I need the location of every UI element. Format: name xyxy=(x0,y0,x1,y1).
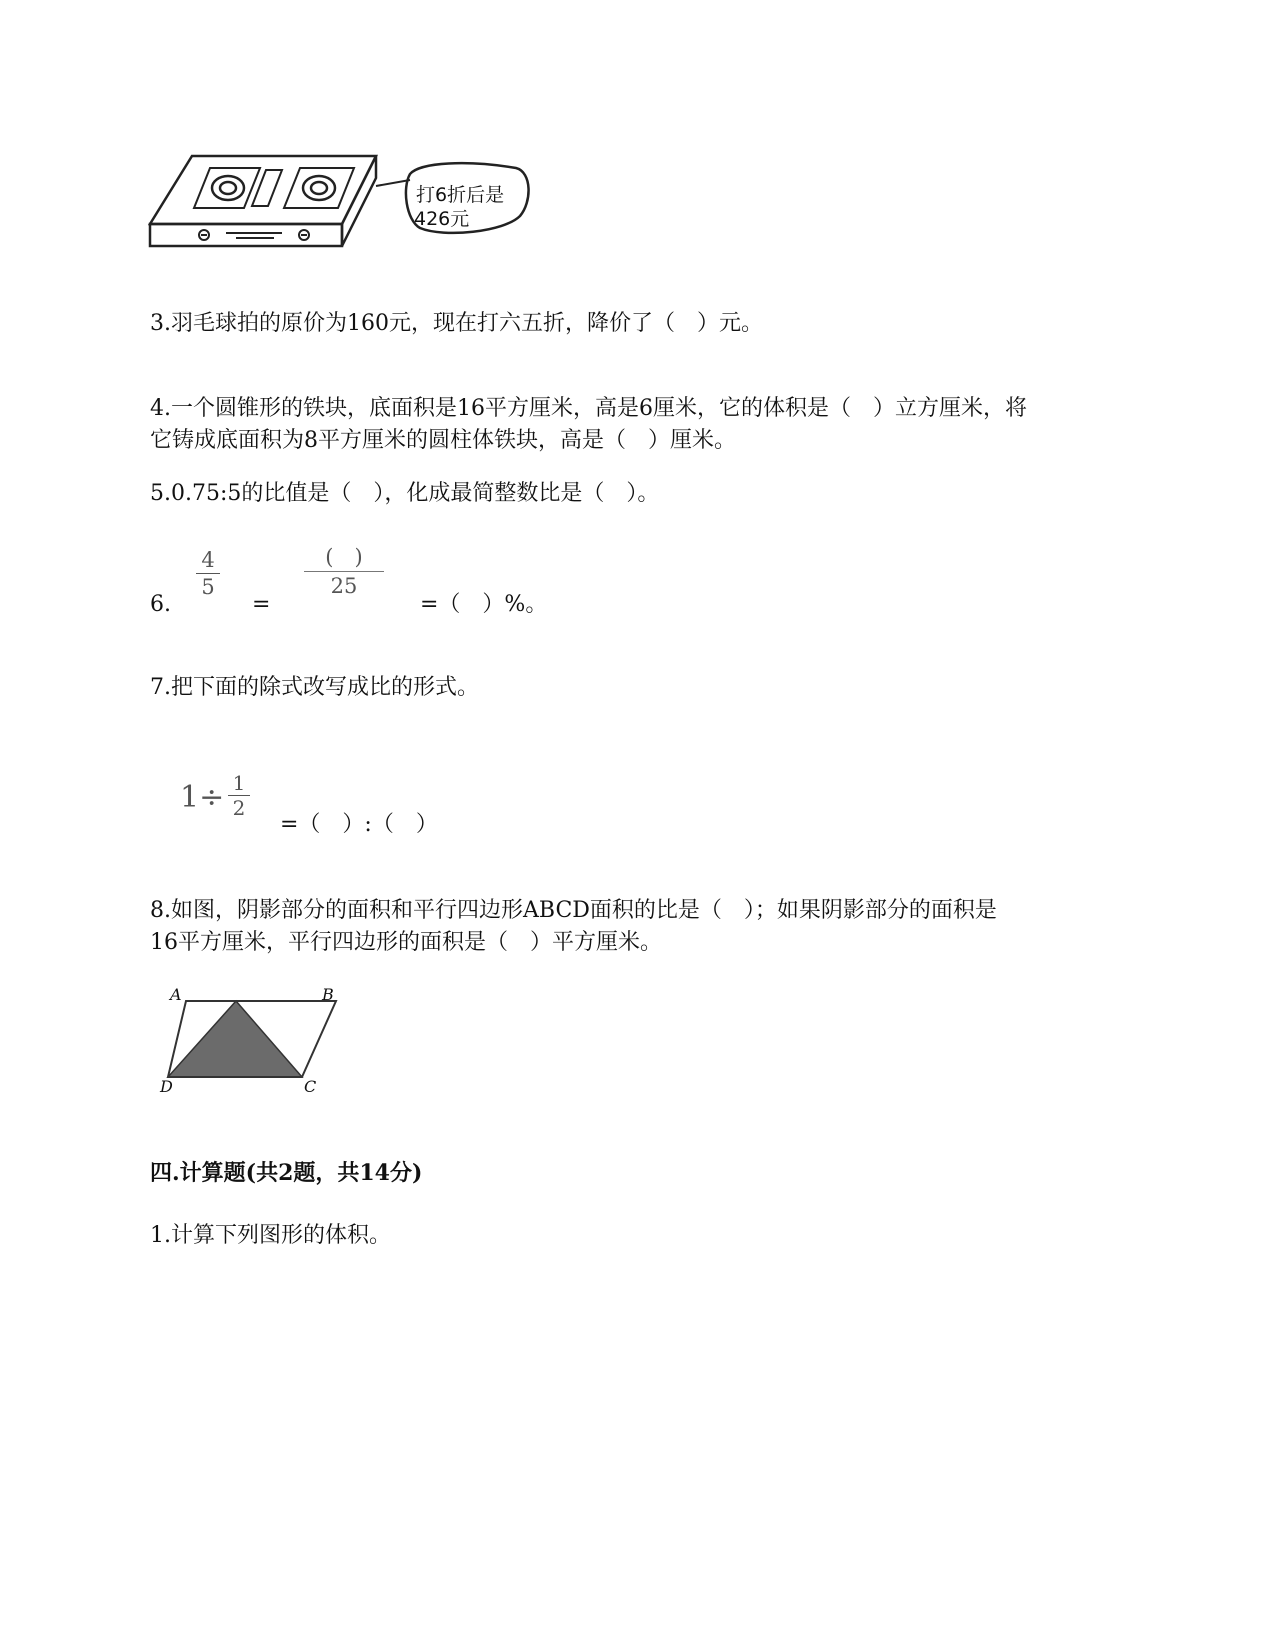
fraction-denominator: 5 xyxy=(201,575,215,599)
section-heading: 四.计算题(共2题，共14分) xyxy=(150,1160,423,1186)
fraction-bar xyxy=(196,573,220,574)
parallelogram-figure xyxy=(150,985,350,1100)
question-6-number: 6. xyxy=(150,592,171,617)
stove-figure xyxy=(148,150,538,260)
question-6-equals: = xyxy=(252,592,271,617)
fraction-numerator: 1 xyxy=(232,771,246,795)
division-lead: 1÷ xyxy=(180,780,225,815)
question-7: 7.把下面的除式改写成比的形式。 xyxy=(150,675,479,700)
question-4-line2: 它铸成底面积为8平方厘米的圆柱体铁块，高是（ ）厘米。 xyxy=(150,428,736,453)
price-tag-text-line1: 打6折后是 xyxy=(416,184,505,206)
question-3: 3.羽毛球拍的原价为160元，现在打六五折，降价了（ ）元。 xyxy=(150,311,763,336)
fraction-1-2 xyxy=(228,772,250,819)
vertex-label-d: D xyxy=(160,1077,173,1096)
question-7-tail: =（ ）:（ ） xyxy=(280,812,438,837)
question-5: 5.0.75:5的比值是（ ），化成最简整数比是（ ）。 xyxy=(150,481,660,506)
fraction-blank-25 xyxy=(304,544,384,599)
vertex-label-b: B xyxy=(322,985,334,1004)
question-8-line2: 16平方厘米，平行四边形的面积是（ ）平方厘米。 xyxy=(150,930,662,955)
vertex-label-a: A xyxy=(170,985,182,1004)
question-4-line1: 4.一个圆锥形的铁块，底面积是16平方厘米，高是6厘米，它的体积是（ ）立方厘米，将 xyxy=(150,396,1027,421)
fraction-numerator-blank: ( ) xyxy=(325,545,363,569)
fraction-bar xyxy=(304,571,384,572)
fraction-denominator: 25 xyxy=(330,574,358,598)
question-6-tail: =（ ）%。 xyxy=(420,592,548,617)
price-tag-text-line2: 426元 xyxy=(414,208,470,230)
fraction-denominator: 2 xyxy=(232,796,246,820)
vertex-label-c: C xyxy=(304,1077,317,1096)
section-4-question-1: 1.计算下列图形的体积。 xyxy=(150,1223,391,1248)
question-8-line1: 8.如图，阴影部分的面积和平行四边形ABCD面积的比是（ ）；如果阴影部分的面积是 xyxy=(150,898,997,923)
fraction-4-5 xyxy=(196,548,220,599)
fraction-numerator: 4 xyxy=(201,548,215,572)
